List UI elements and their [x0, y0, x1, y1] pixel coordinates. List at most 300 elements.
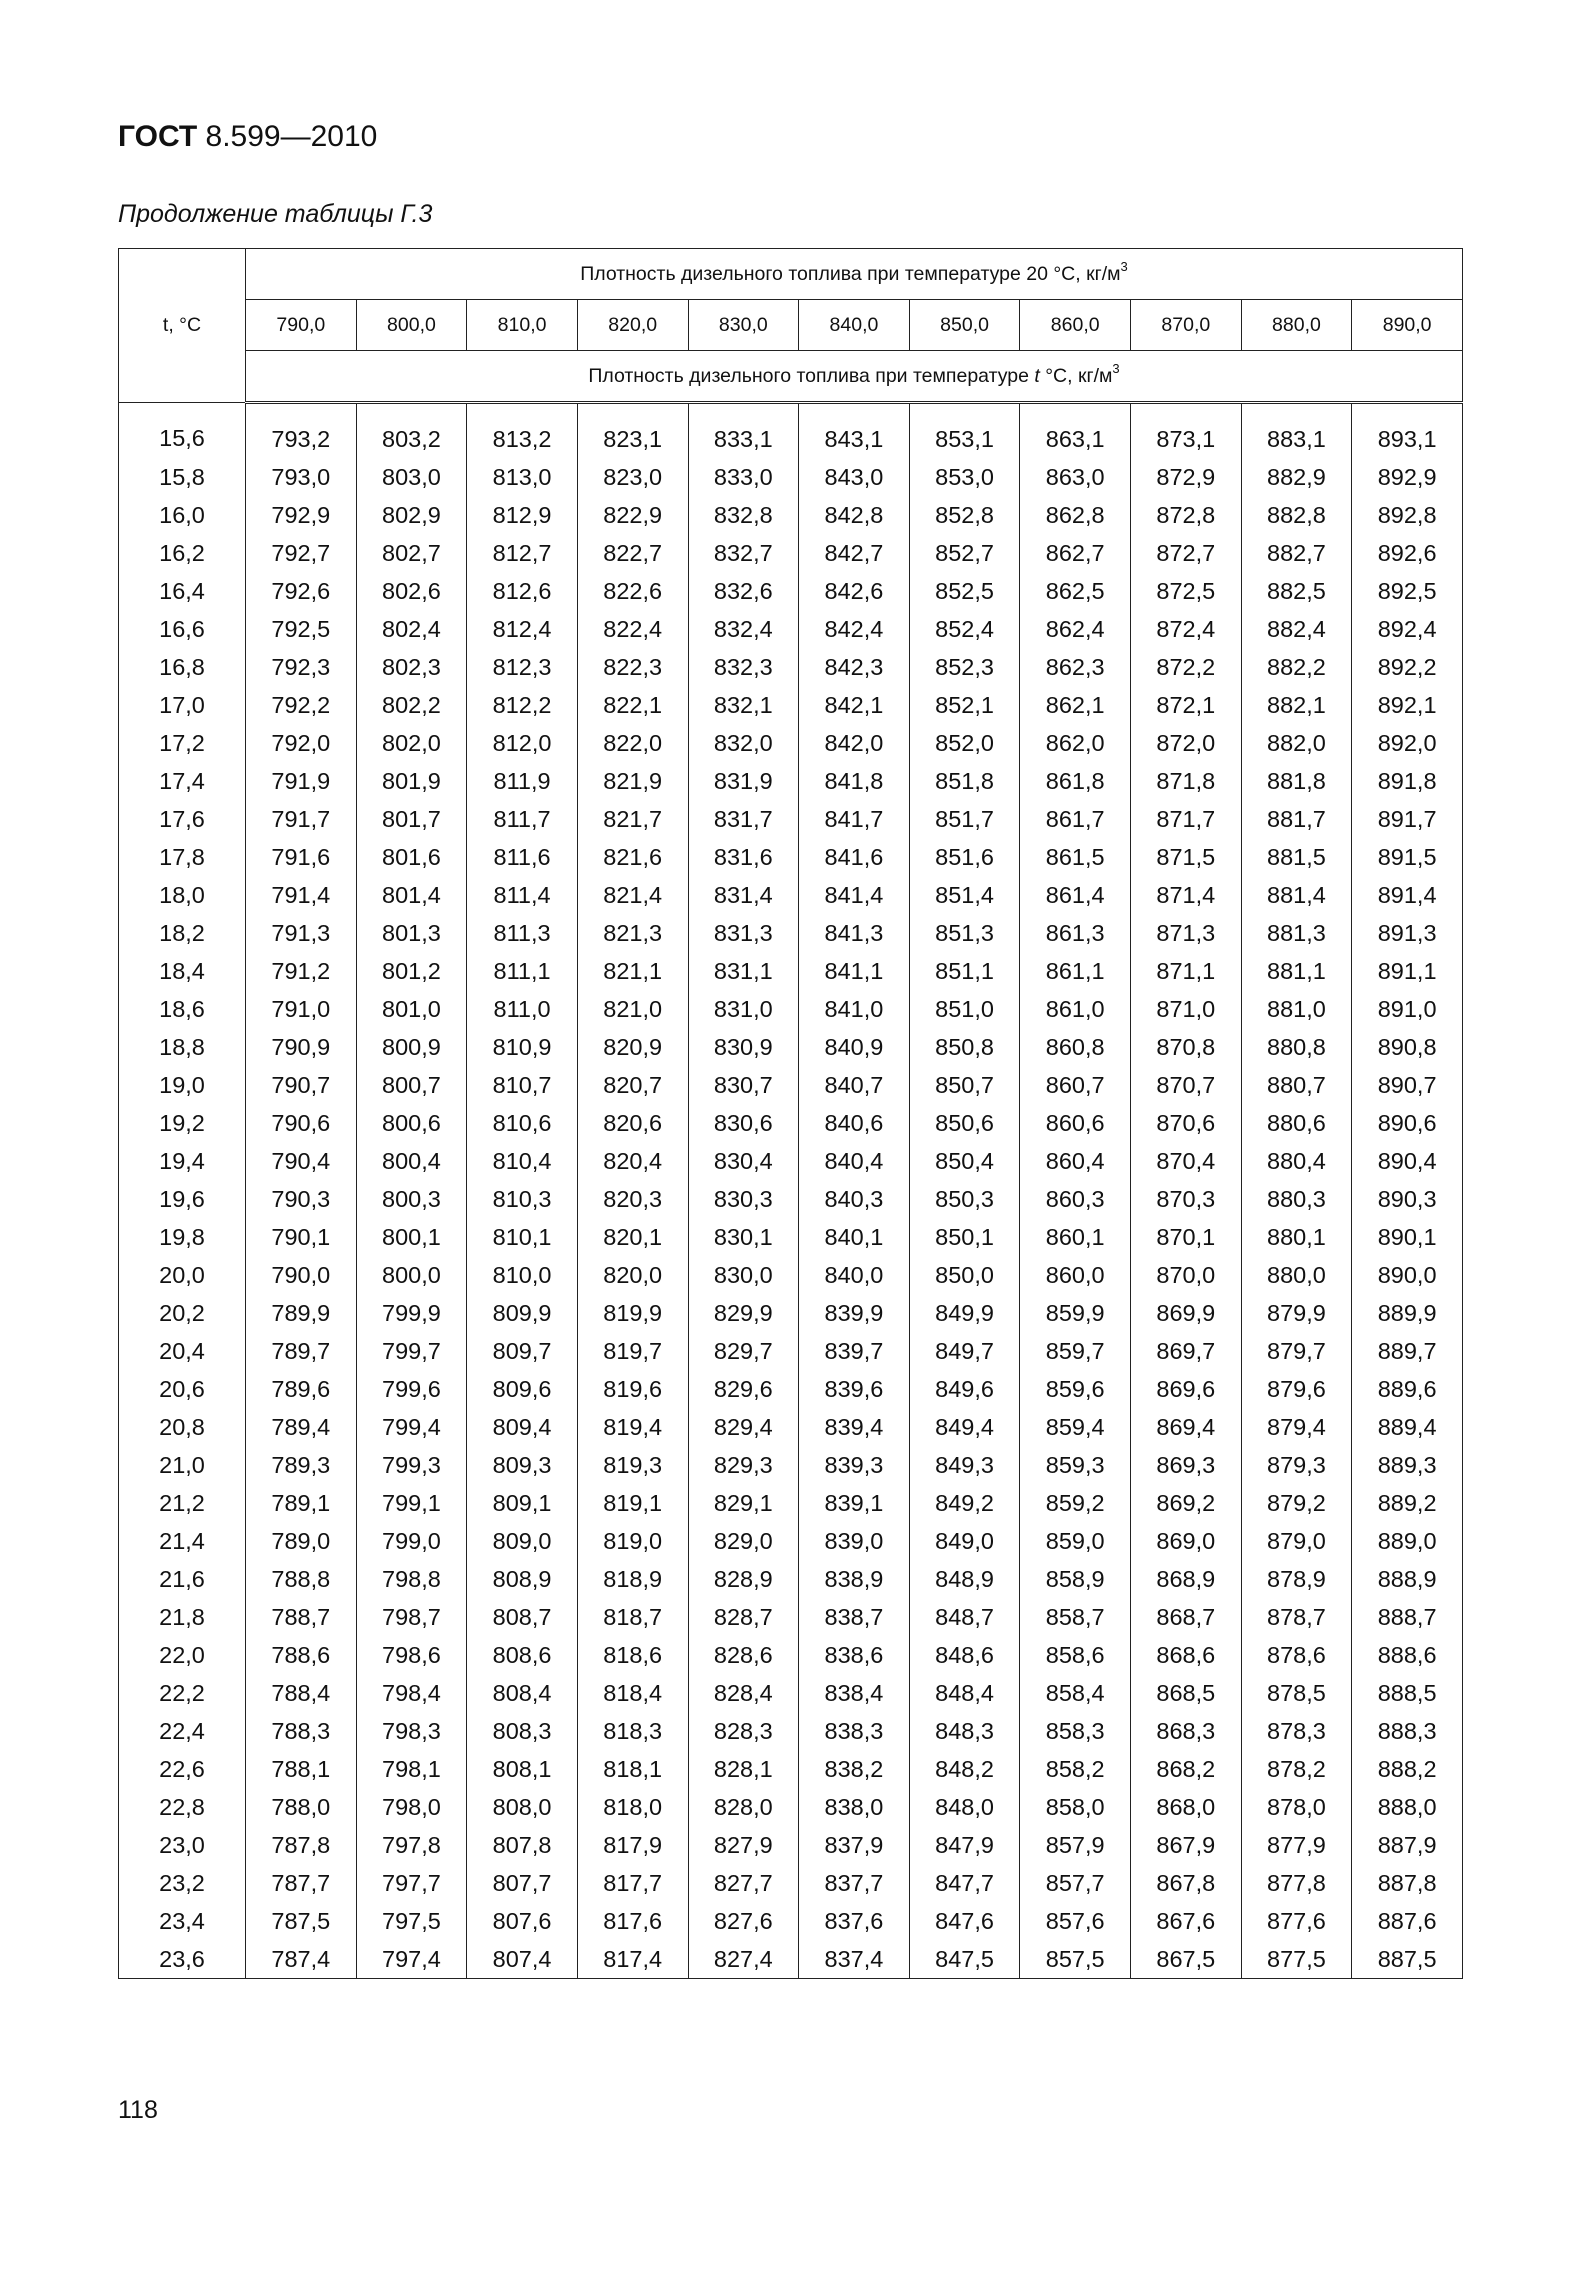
density-cell: 871,4 — [1131, 876, 1242, 914]
density-cell: 882,8 — [1241, 496, 1352, 534]
density-cell: 867,8 — [1131, 1864, 1242, 1902]
table-row — [119, 1180, 1463, 1218]
density-cell: 891,5 — [1352, 838, 1463, 876]
density-cell: 848,7 — [909, 1598, 1020, 1636]
density-cell: 820,1 — [577, 1218, 688, 1256]
table-row — [119, 1522, 1463, 1560]
density-cell: 797,8 — [356, 1826, 467, 1864]
density-cell: 871,1 — [1131, 952, 1242, 990]
density-cell: 880,4 — [1241, 1142, 1352, 1180]
density-cell: 812,0 — [467, 724, 578, 762]
density-cell: 849,4 — [909, 1408, 1020, 1446]
density-cell: 858,6 — [1020, 1636, 1131, 1674]
density-column-header: 820,0 — [577, 300, 688, 351]
density-cell: 791,4 — [246, 876, 357, 914]
density-cell: 859,3 — [1020, 1446, 1131, 1484]
density-cell: 800,9 — [356, 1028, 467, 1066]
density-cell: 848,3 — [909, 1712, 1020, 1750]
density-cell: 810,3 — [467, 1180, 578, 1218]
density-cell: 869,3 — [1131, 1446, 1242, 1484]
density-cell: 797,4 — [356, 1940, 467, 1979]
density-cell: 869,7 — [1131, 1332, 1242, 1370]
temperature-cell: 22,0 — [119, 1636, 246, 1674]
document-code: ГОСТ 8.599—2010 — [118, 120, 378, 153]
density-cell: 868,6 — [1131, 1636, 1242, 1674]
density-cell: 890,4 — [1352, 1142, 1463, 1180]
density-cell: 792,5 — [246, 610, 357, 648]
density-cell: 850,4 — [909, 1142, 1020, 1180]
density-cell: 831,7 — [688, 800, 799, 838]
density-cell: 808,6 — [467, 1636, 578, 1674]
density-cell: 868,5 — [1131, 1674, 1242, 1712]
table-row — [119, 1028, 1463, 1066]
density-cell: 878,0 — [1241, 1788, 1352, 1826]
density-cell: 787,7 — [246, 1864, 357, 1902]
density-cell: 862,7 — [1020, 534, 1131, 572]
density-cell: 828,7 — [688, 1598, 799, 1636]
table-row — [119, 1940, 1463, 1979]
temperature-cell: 16,2 — [119, 534, 246, 572]
temperature-cell: 18,6 — [119, 990, 246, 1028]
density-cell: 798,0 — [356, 1788, 467, 1826]
density-cell: 868,3 — [1131, 1712, 1242, 1750]
density-cell: 802,6 — [356, 572, 467, 610]
density-cell: 832,7 — [688, 534, 799, 572]
temperature-cell: 18,2 — [119, 914, 246, 952]
density-cell: 881,8 — [1241, 762, 1352, 800]
density-cell: 800,1 — [356, 1218, 467, 1256]
density-cell: 827,7 — [688, 1864, 799, 1902]
density-cell: 800,4 — [356, 1142, 467, 1180]
density-cell: 860,4 — [1020, 1142, 1131, 1180]
density-cell: 803,0 — [356, 458, 467, 496]
density-cell: 877,5 — [1241, 1940, 1352, 1979]
density-cell: 789,9 — [246, 1294, 357, 1332]
density-cell: 868,7 — [1131, 1598, 1242, 1636]
density-cell: 838,7 — [799, 1598, 910, 1636]
density-cell: 818,4 — [577, 1674, 688, 1712]
density-cell: 828,9 — [688, 1560, 799, 1598]
density-cell: 890,1 — [1352, 1218, 1463, 1256]
density-cell: 841,4 — [799, 876, 910, 914]
density-cell: 807,4 — [467, 1940, 578, 1979]
density-cell: 881,4 — [1241, 876, 1352, 914]
table-row — [119, 648, 1463, 686]
density-cell: 799,3 — [356, 1446, 467, 1484]
density-cell: 859,2 — [1020, 1484, 1131, 1522]
density-cell: 887,5 — [1352, 1940, 1463, 1979]
density-cell: 819,9 — [577, 1294, 688, 1332]
density-cell: 792,6 — [246, 572, 357, 610]
density-cell: 802,2 — [356, 686, 467, 724]
density-cell: 840,6 — [799, 1104, 910, 1142]
density-cell: 881,1 — [1241, 952, 1352, 990]
table-row — [119, 1712, 1463, 1750]
table-row — [119, 686, 1463, 724]
density-cell: 849,9 — [909, 1294, 1020, 1332]
density-cell: 798,8 — [356, 1560, 467, 1598]
density-cell: 787,4 — [246, 1940, 357, 1979]
table-row — [119, 914, 1463, 952]
density-cell: 878,9 — [1241, 1560, 1352, 1598]
density-cell: 862,1 — [1020, 686, 1131, 724]
density-cell: 821,1 — [577, 952, 688, 990]
density-cell: 792,2 — [246, 686, 357, 724]
density-cell: 869,9 — [1131, 1294, 1242, 1332]
table-row — [119, 610, 1463, 648]
density-cell: 802,9 — [356, 496, 467, 534]
temperature-column-header: t, °С — [119, 249, 246, 403]
density-cell: 851,4 — [909, 876, 1020, 914]
density-cell: 802,4 — [356, 610, 467, 648]
density-cell: 849,0 — [909, 1522, 1020, 1560]
density-cell: 878,6 — [1241, 1636, 1352, 1674]
density-cell: 852,8 — [909, 496, 1020, 534]
density-cell: 892,0 — [1352, 724, 1463, 762]
density-cell: 891,3 — [1352, 914, 1463, 952]
header-row-sub — [119, 351, 1463, 403]
density-cell: 881,5 — [1241, 838, 1352, 876]
density-cell: 808,3 — [467, 1712, 578, 1750]
density-cell: 811,0 — [467, 990, 578, 1028]
density-cell: 800,7 — [356, 1066, 467, 1104]
density-cell: 809,6 — [467, 1370, 578, 1408]
density-cell: 882,1 — [1241, 686, 1352, 724]
density-cell: 790,0 — [246, 1256, 357, 1294]
density-cell: 788,6 — [246, 1636, 357, 1674]
density-cell: 788,7 — [246, 1598, 357, 1636]
density-cell: 851,3 — [909, 914, 1020, 952]
density-cell: 861,0 — [1020, 990, 1131, 1028]
density-cell: 879,0 — [1241, 1522, 1352, 1560]
table-body — [119, 403, 1463, 1979]
density-cell: 889,4 — [1352, 1408, 1463, 1446]
table-row — [119, 1484, 1463, 1522]
density-cell: 852,0 — [909, 724, 1020, 762]
density-cell: 892,1 — [1352, 686, 1463, 724]
density-cell: 868,0 — [1131, 1788, 1242, 1826]
temperature-cell: 20,2 — [119, 1294, 246, 1332]
density-cell: 877,8 — [1241, 1864, 1352, 1902]
density-cell: 871,0 — [1131, 990, 1242, 1028]
density-cell: 820,9 — [577, 1028, 688, 1066]
density-cell: 861,8 — [1020, 762, 1131, 800]
density-cell: 830,0 — [688, 1256, 799, 1294]
density-cell: 861,4 — [1020, 876, 1131, 914]
table-row — [119, 496, 1463, 534]
density-cell: 801,3 — [356, 914, 467, 952]
table-row — [119, 572, 1463, 610]
density-cell: 831,4 — [688, 876, 799, 914]
temperature-cell: 20,6 — [119, 1370, 246, 1408]
density-cell: 818,1 — [577, 1750, 688, 1788]
density-cell: 798,4 — [356, 1674, 467, 1712]
density-cell: 811,4 — [467, 876, 578, 914]
temperature-cell: 17,4 — [119, 762, 246, 800]
temperature-cell: 17,6 — [119, 800, 246, 838]
table-caption: Продолжение таблицы Г.3 — [118, 200, 433, 228]
density-cell: 790,9 — [246, 1028, 357, 1066]
density-cell: 841,3 — [799, 914, 910, 952]
density-cell: 827,4 — [688, 1940, 799, 1979]
density-cell: 839,6 — [799, 1370, 910, 1408]
density-cell: 867,9 — [1131, 1826, 1242, 1864]
table-row — [119, 1142, 1463, 1180]
density-cell: 872,8 — [1131, 496, 1242, 534]
density-cell: 889,3 — [1352, 1446, 1463, 1484]
density-cell: 862,5 — [1020, 572, 1131, 610]
density-cell: 839,9 — [799, 1294, 910, 1332]
density-cell: 808,9 — [467, 1560, 578, 1598]
density-cell: 872,2 — [1131, 648, 1242, 686]
density-cell: 860,8 — [1020, 1028, 1131, 1066]
density-column-header: 880,0 — [1241, 300, 1352, 351]
density-cell: 842,7 — [799, 534, 910, 572]
density-cell: 830,1 — [688, 1218, 799, 1256]
density-cell: 857,7 — [1020, 1864, 1131, 1902]
density-cell: 860,0 — [1020, 1256, 1131, 1294]
density-cell: 848,9 — [909, 1560, 1020, 1598]
density-cell: 882,9 — [1241, 458, 1352, 496]
density-cell: 852,7 — [909, 534, 1020, 572]
density-cell: 870,8 — [1131, 1028, 1242, 1066]
density-cell: 800,6 — [356, 1104, 467, 1142]
density-cell: 812,9 — [467, 496, 578, 534]
density-cell: 888,5 — [1352, 1674, 1463, 1712]
density-cell: 850,7 — [909, 1066, 1020, 1104]
density-cell: 818,0 — [577, 1788, 688, 1826]
density-cell: 821,4 — [577, 876, 688, 914]
temperature-cell: 16,8 — [119, 648, 246, 686]
density-cell: 821,9 — [577, 762, 688, 800]
temperature-cell: 17,2 — [119, 724, 246, 762]
density-cell: 890,6 — [1352, 1104, 1463, 1142]
density-cell: 813,0 — [467, 458, 578, 496]
density-cell: 830,4 — [688, 1142, 799, 1180]
density-cell: 837,9 — [799, 1826, 910, 1864]
density-cell: 882,4 — [1241, 610, 1352, 648]
density-cell: 873,1 — [1131, 403, 1242, 459]
table-row — [119, 876, 1463, 914]
density-cell: 791,2 — [246, 952, 357, 990]
density-cell: 838,9 — [799, 1560, 910, 1598]
density-cell: 860,1 — [1020, 1218, 1131, 1256]
density-cell: 823,1 — [577, 403, 688, 459]
table-row — [119, 403, 1463, 459]
density-cell: 820,4 — [577, 1142, 688, 1180]
table-row — [119, 1902, 1463, 1940]
density-cell: 859,7 — [1020, 1332, 1131, 1370]
density-cell: 802,0 — [356, 724, 467, 762]
density-cell: 848,6 — [909, 1636, 1020, 1674]
density-cell: 790,3 — [246, 1180, 357, 1218]
density-cell: 801,2 — [356, 952, 467, 990]
density-cell: 808,4 — [467, 1674, 578, 1712]
density-cell: 858,7 — [1020, 1598, 1131, 1636]
density-cell: 870,7 — [1131, 1066, 1242, 1104]
table-row — [119, 1446, 1463, 1484]
density-cell: 870,3 — [1131, 1180, 1242, 1218]
density-cell: 788,3 — [246, 1712, 357, 1750]
density-cell: 888,7 — [1352, 1598, 1463, 1636]
density-cell: 862,0 — [1020, 724, 1131, 762]
density-cell: 811,1 — [467, 952, 578, 990]
table-row — [119, 1560, 1463, 1598]
density-cell: 891,1 — [1352, 952, 1463, 990]
density-cell: 841,0 — [799, 990, 910, 1028]
density-cell: 793,0 — [246, 458, 357, 496]
density-cell: 872,4 — [1131, 610, 1242, 648]
density-cell: 841,1 — [799, 952, 910, 990]
density-cell: 799,9 — [356, 1294, 467, 1332]
density-cell: 792,0 — [246, 724, 357, 762]
density-cell: 789,3 — [246, 1446, 357, 1484]
density-cell: 889,7 — [1352, 1332, 1463, 1370]
table-row — [119, 1674, 1463, 1712]
density-cell: 830,7 — [688, 1066, 799, 1104]
density-column-header: 810,0 — [467, 300, 578, 351]
density-cell: 878,5 — [1241, 1674, 1352, 1712]
temperature-cell: 23,0 — [119, 1826, 246, 1864]
density-cell: 862,3 — [1020, 648, 1131, 686]
density-cell: 833,0 — [688, 458, 799, 496]
density-cell: 811,7 — [467, 800, 578, 838]
density-cell: 872,9 — [1131, 458, 1242, 496]
density-cell: 802,3 — [356, 648, 467, 686]
density-cell: 879,3 — [1241, 1446, 1352, 1484]
density-cell: 859,0 — [1020, 1522, 1131, 1560]
density-cell: 841,6 — [799, 838, 910, 876]
density-cell: 797,5 — [356, 1902, 467, 1940]
temperature-cell: 19,2 — [119, 1104, 246, 1142]
table-row — [119, 1218, 1463, 1256]
table-row — [119, 458, 1463, 496]
density-cell: 789,0 — [246, 1522, 357, 1560]
density-cell: 839,0 — [799, 1522, 910, 1560]
density-cell: 800,3 — [356, 1180, 467, 1218]
density-cell: 841,7 — [799, 800, 910, 838]
density-cell: 870,1 — [1131, 1218, 1242, 1256]
density-cell: 790,4 — [246, 1142, 357, 1180]
density-cell: 867,5 — [1131, 1940, 1242, 1979]
density-cell: 848,0 — [909, 1788, 1020, 1826]
density-cell: 849,7 — [909, 1332, 1020, 1370]
density-column-header: 890,0 — [1352, 300, 1463, 351]
density-cell: 832,8 — [688, 496, 799, 534]
density-cell: 848,2 — [909, 1750, 1020, 1788]
density-cell: 810,7 — [467, 1066, 578, 1104]
density-cell: 838,6 — [799, 1636, 910, 1674]
temperature-cell: 20,8 — [119, 1408, 246, 1446]
density-cell: 820,0 — [577, 1256, 688, 1294]
temperature-cell: 19,6 — [119, 1180, 246, 1218]
density-cell: 821,6 — [577, 838, 688, 876]
temperature-cell: 23,4 — [119, 1902, 246, 1940]
table-row — [119, 1066, 1463, 1104]
density-cell: 842,6 — [799, 572, 910, 610]
density-cell: 810,0 — [467, 1256, 578, 1294]
density-cell: 871,5 — [1131, 838, 1242, 876]
density-cell: 849,2 — [909, 1484, 1020, 1522]
density-cell: 838,2 — [799, 1750, 910, 1788]
density-cell: 801,0 — [356, 990, 467, 1028]
density-cell: 792,7 — [246, 534, 357, 572]
density-table — [118, 248, 1463, 1979]
density-cell: 892,2 — [1352, 648, 1463, 686]
density-cell: 849,3 — [909, 1446, 1020, 1484]
density-cell: 892,5 — [1352, 572, 1463, 610]
density-cell: 790,7 — [246, 1066, 357, 1104]
density-cell: 880,8 — [1241, 1028, 1352, 1066]
density-cell: 857,5 — [1020, 1940, 1131, 1979]
density-cell: 888,2 — [1352, 1750, 1463, 1788]
density-cell: 859,9 — [1020, 1294, 1131, 1332]
table-row — [119, 534, 1463, 572]
density-cell: 790,6 — [246, 1104, 357, 1142]
density-cell: 879,2 — [1241, 1484, 1352, 1522]
density-cell: 822,1 — [577, 686, 688, 724]
table-row — [119, 990, 1463, 1028]
density-cell: 840,9 — [799, 1028, 910, 1066]
density-cell: 789,6 — [246, 1370, 357, 1408]
density-cell: 879,4 — [1241, 1408, 1352, 1446]
density-column-header: 800,0 — [356, 300, 467, 351]
density-cell: 810,4 — [467, 1142, 578, 1180]
density-cell: 840,1 — [799, 1218, 910, 1256]
temperature-cell: 18,4 — [119, 952, 246, 990]
density-cell: 889,2 — [1352, 1484, 1463, 1522]
density-cell: 801,7 — [356, 800, 467, 838]
density-cell: 829,9 — [688, 1294, 799, 1332]
density-cell: 887,9 — [1352, 1826, 1463, 1864]
density-cell: 829,4 — [688, 1408, 799, 1446]
density-cell: 852,4 — [909, 610, 1020, 648]
density-cell: 879,9 — [1241, 1294, 1352, 1332]
density-cell: 832,6 — [688, 572, 799, 610]
table-row — [119, 1370, 1463, 1408]
table-row — [119, 762, 1463, 800]
density-cell: 791,0 — [246, 990, 357, 1028]
density-cell: 837,7 — [799, 1864, 910, 1902]
density-cell: 799,7 — [356, 1332, 467, 1370]
density-cell: 820,3 — [577, 1180, 688, 1218]
density-cell: 880,3 — [1241, 1180, 1352, 1218]
density-cell: 852,1 — [909, 686, 1020, 724]
density-20c-header: Плотность дизельного топлива при температуре 20 °С, $кг/м^3$ — [246, 249, 1463, 300]
density-cell: 880,7 — [1241, 1066, 1352, 1104]
density-cell: 799,1 — [356, 1484, 467, 1522]
density-cell: 881,7 — [1241, 800, 1352, 838]
density-cell: 860,7 — [1020, 1066, 1131, 1104]
density-cell: 839,1 — [799, 1484, 910, 1522]
temperature-cell: 21,6 — [119, 1560, 246, 1598]
density-column-header: 790,0 — [246, 300, 357, 351]
density-cell: 832,1 — [688, 686, 799, 724]
density-cell: 818,6 — [577, 1636, 688, 1674]
temperature-cell: 15,8 — [119, 458, 246, 496]
density-cell: 890,0 — [1352, 1256, 1463, 1294]
density-cell: 850,8 — [909, 1028, 1020, 1066]
density-cell: 812,2 — [467, 686, 578, 724]
density-cell: 828,1 — [688, 1750, 799, 1788]
density-cell: 857,9 — [1020, 1826, 1131, 1864]
density-cell: 831,1 — [688, 952, 799, 990]
table-row — [119, 1826, 1463, 1864]
density-cell: 858,9 — [1020, 1560, 1131, 1598]
density-cell: 787,8 — [246, 1826, 357, 1864]
temperature-cell: 22,8 — [119, 1788, 246, 1826]
density-cell: 797,7 — [356, 1864, 467, 1902]
